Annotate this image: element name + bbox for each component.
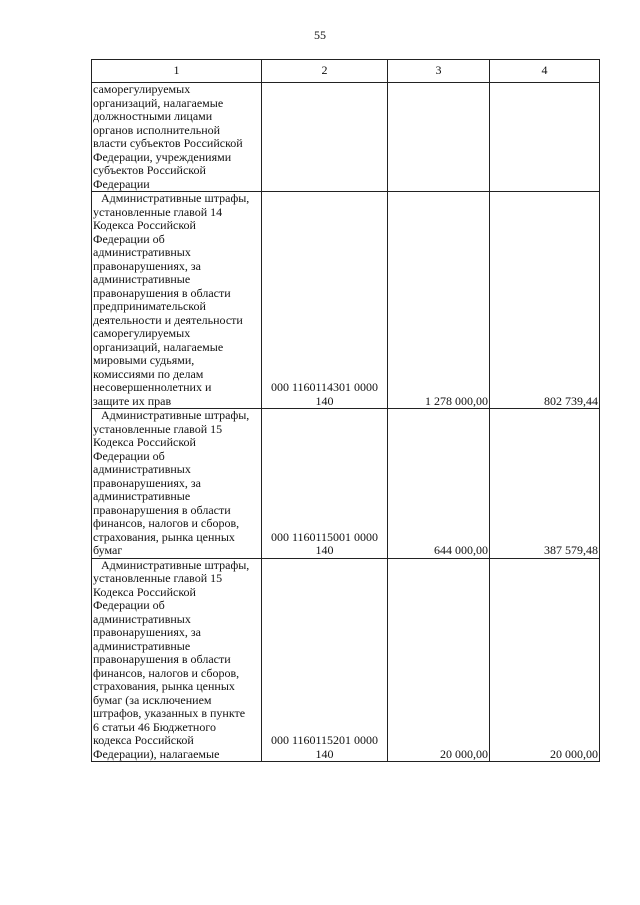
table-header-row — [92, 60, 600, 83]
page-number: 55 — [314, 28, 326, 42]
description-line: Кодекса Российской — [93, 435, 196, 449]
description-line: власти субъектов Российской — [93, 136, 243, 150]
description-line: административных — [93, 245, 191, 259]
row-description — [92, 83, 262, 192]
table-row — [92, 192, 600, 409]
description-line: органов исполнительной — [93, 122, 221, 137]
description-line: организаций, налагаемые — [93, 95, 224, 110]
row-budget-code — [262, 192, 388, 409]
description-line: бумаг (за исключением — [93, 692, 212, 707]
row-budget-code — [262, 83, 388, 192]
description-line: Административные штрафы, — [101, 191, 250, 205]
description-line: административные — [93, 489, 191, 503]
row-description — [92, 409, 262, 559]
column-header-1: 1 — [92, 60, 262, 83]
description-line: административные — [93, 272, 191, 286]
description-line: несовершеннолетних и — [93, 380, 212, 394]
description-line: страхования, рынка ценных — [93, 529, 235, 544]
description-line: 6 статьи 46 Бюджетного — [93, 719, 216, 734]
column-header-3: 3 — [388, 60, 490, 83]
table-row — [92, 558, 600, 762]
row-plan-amount — [388, 83, 490, 192]
description-line: Федерации), налагаемые — [93, 746, 220, 761]
description-line: организаций, налагаемые — [93, 339, 224, 354]
description-line: страхования, рынка ценных — [93, 679, 235, 693]
description-line: комиссиями по делам — [93, 366, 204, 381]
description-line: Федерации — [93, 176, 150, 191]
description-line: деятельности и деятельности — [93, 312, 243, 327]
description-line: правонарушения в области — [93, 285, 231, 300]
description-line: Кодекса Российской — [93, 584, 196, 599]
table-row — [92, 409, 600, 559]
description-line: правонарушения в области — [93, 502, 231, 517]
row-actual-amount: 20 000,00 — [490, 558, 600, 762]
description-line: кодекса Российской — [93, 733, 194, 747]
description-line: Федерации, учреждениями — [93, 149, 232, 164]
row-description — [92, 558, 262, 762]
description-line: установленные главой 15 — [93, 421, 223, 436]
column-header-2: 2 — [262, 60, 388, 83]
description-line: установленные главой 14 — [93, 204, 223, 219]
description-line: предпринимательской — [93, 299, 206, 313]
row-budget-code — [262, 558, 388, 762]
description-line: Кодекса Российской — [93, 218, 196, 232]
description-line: административных — [93, 611, 191, 626]
row-plan-amount: 20 000,00 — [388, 558, 490, 762]
description-line: штрафов, указанных в пункте — [93, 706, 246, 720]
description-line: административные — [93, 638, 191, 653]
description-line: установленные главой 15 — [93, 571, 223, 585]
description-line: правонарушениях, за — [93, 625, 201, 639]
description-line: правонарушениях, за — [93, 475, 201, 490]
description-line: защите их прав — [93, 393, 172, 408]
description-line: должностными лицами — [93, 109, 213, 123]
description-line: Федерации об — [93, 448, 165, 463]
description-line: Административные штрафы, — [101, 408, 250, 422]
description-line: саморегулируемых — [93, 82, 191, 96]
description-line: правонарушения в области — [93, 652, 231, 666]
table-body — [92, 83, 600, 762]
row-actual-amount: 802 739,44 — [490, 192, 600, 409]
description-line: Административные штрафы, — [101, 557, 250, 572]
column-header-4: 4 — [490, 60, 600, 83]
code-line: 000 1160115201 0000 — [270, 733, 379, 747]
description-line: саморегулируемых — [93, 326, 191, 340]
row-description — [92, 192, 262, 409]
table-row — [92, 83, 600, 192]
code-line: 140 — [315, 393, 334, 408]
description-line: мировыми судьями, — [93, 353, 195, 367]
code-line: 140 — [315, 746, 334, 761]
row-plan-amount: 644 000,00 — [388, 409, 490, 559]
row-plan-amount: 1 278 000,00 — [388, 192, 490, 409]
code-line: 000 1160114301 0000 — [270, 380, 379, 394]
row-actual-amount: 387 579,48 — [490, 409, 600, 559]
description-line: административных — [93, 462, 191, 476]
description-line: финансов, налогов и сборов, — [93, 665, 240, 680]
description-line: правонарушениях, за — [93, 258, 201, 273]
code-line: 140 — [315, 543, 334, 557]
code-line: 000 1160115001 0000 — [270, 529, 379, 544]
row-actual-amount — [490, 83, 600, 192]
budget-table — [91, 59, 600, 762]
description-line: субъектов Российской — [93, 163, 206, 177]
description-line: Федерации об — [93, 598, 165, 612]
description-line: бумаг — [93, 543, 123, 557]
description-line: Федерации об — [93, 231, 165, 246]
description-line: финансов, налогов и сборов, — [93, 516, 240, 530]
row-budget-code — [262, 409, 388, 559]
